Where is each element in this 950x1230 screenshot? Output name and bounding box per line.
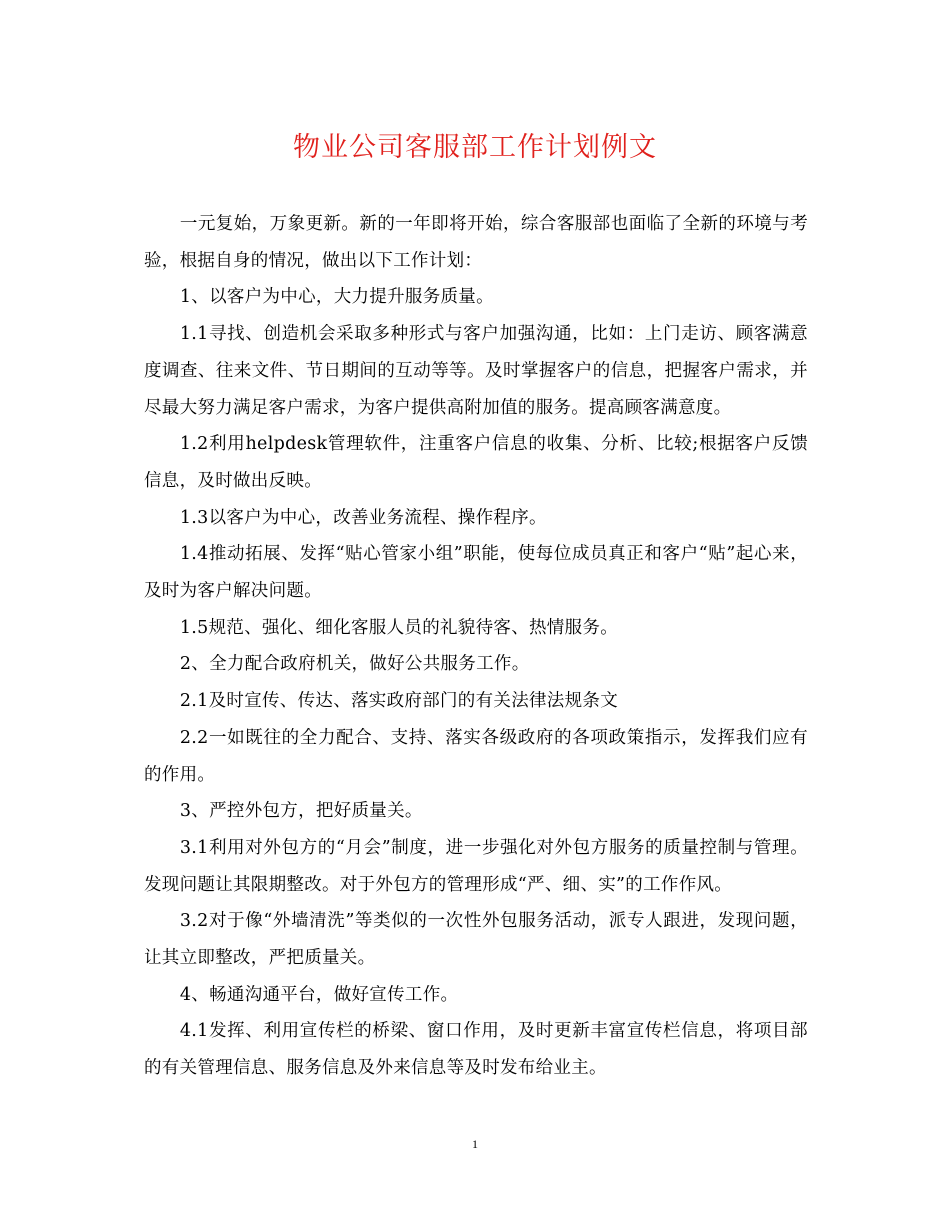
paragraph-3-2: 3.2对于像“外墙清洗”等类似的一次性外包服务活动，派专人跟进，发现问题，让其立即整改，严把质量关。: [144, 911, 808, 969]
paragraph-1-2: 1.2利用helpdesk管理软件，注重客户信息的收集、分析、比较;根据客户反馈信息，及时做出反映。: [144, 434, 808, 491]
section-heading-3: 3、严控外包方，把好质量关。: [179, 801, 423, 822]
paragraph-4-1: 4.1发挥、利用宣传栏的桥梁、窗口作用，及时更新丰富宣传栏信息，将项目部的有关管理信息、服务信息及外来信息等及时发布给业主。: [144, 1021, 808, 1079]
paragraph-intro: 一元复始，万象更新。新的一年即将开始，综合客服部也面临了全新的环境与考验，根据自身的情况，做出以下工作计划：: [144, 214, 808, 271]
paragraph-1-1: 1.1寻找、创造机会采取多种形式与客户加强沟通，比如：上门走访、顾客满意度调查、往来文件、节日期间的互动等等。及时掌握客户的信息，把握客户需求，并尽最大努力满足客户需求，为客户提供高附加值的服务。提高顾客满意度。: [144, 324, 808, 418]
paragraph-1-5: 1.5规范、强化、细化客服人员的礼貌待客、热情服务。: [179, 617, 619, 638]
page-number: 1: [472, 1137, 478, 1151]
paragraph-2-1: 2.1及时宣传、传达、落实政府部门的有关法律法规条文: [179, 691, 619, 712]
paragraph-1-3: 1.3以客户为中心，改善业务流程、操作程序。: [179, 507, 547, 528]
document-body: [144, 206, 808, 1087]
section-heading-1: 1、以客户为中心，大力提升服务质量。: [179, 287, 494, 308]
section-heading-4: 4、畅通沟通平台，做好宣传工作。: [179, 984, 459, 1005]
section-heading-2: 2、全力配合政府机关，做好公共服务工作。: [179, 654, 530, 675]
paragraph-1-4: 1.4推动拓展、发挥“贴心管家小组”职能，使每位成员真正和客户“贴”起心来，及时为客户解决问题。: [144, 544, 808, 602]
paragraph-3-1: 3.1利用对外包方的“月会”制度，进一步强化对外包方服务的质量控制与管理。发现问题让其限期整改。对于外包方的管理形成“严、细、实”的工作作风。: [144, 837, 808, 895]
document-title: 物业公司客服部工作计划例文: [293, 132, 657, 163]
paragraph-2-2: 2.2一如既往的全力配合、支持、落实各级政府的各项政策指示，发挥我们应有的作用。: [144, 727, 808, 785]
